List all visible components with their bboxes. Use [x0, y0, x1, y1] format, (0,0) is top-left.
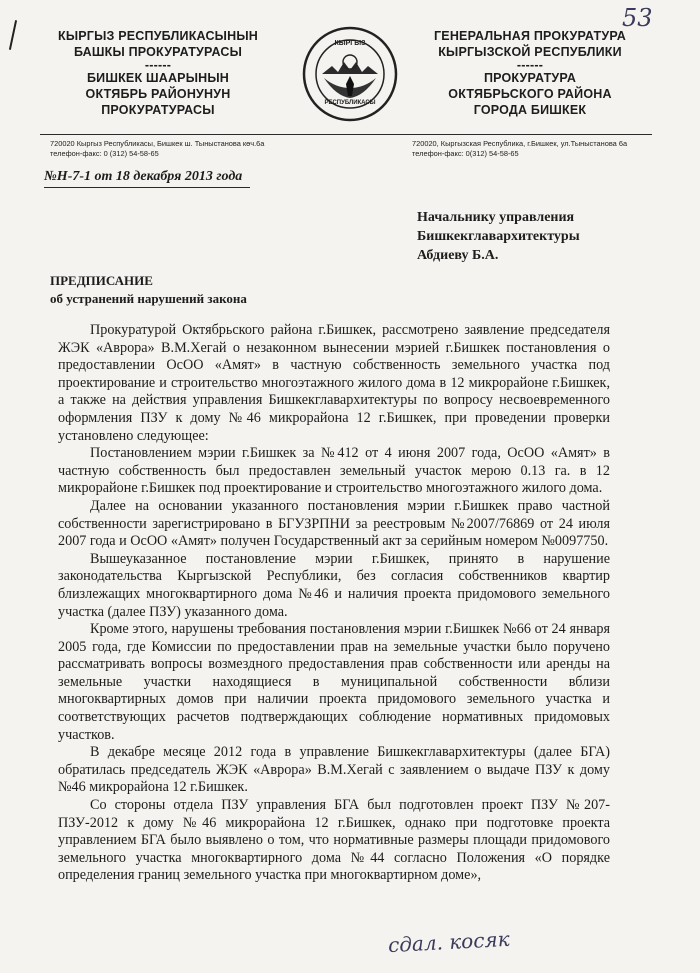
document-title-block	[50, 272, 247, 308]
header-divider	[40, 134, 652, 135]
contacts-left	[50, 139, 310, 159]
addressee-block	[417, 208, 667, 265]
contacts-left-address: 720020 Кыргыз Республикасы, Бишкек ш. Тыныстанова көч.6а	[50, 139, 265, 148]
emblem-text-top: КЫРГЫЗ	[334, 40, 366, 47]
document-subtitle: об устранений нарушений закона	[50, 291, 247, 306]
paragraph-1: Прокуратурой Октябрьского района г.Бишкек, рассмотрено заявление председателя ЖЭК «Аврора» В.М.Хегай о незаконном вынесении мэрией г.Бишкек постановления о предоставлении ОсОО «Амят» в частную собственность земельного участка под проектирование и строительство многоэтажного жилого дома в 12 микрорайоне г.Бишкек, а также на действия управления Бишкекглавархитектуры по вопросу несвоевременного оформления ПЗУ к дому №46 микрорайона 12 г.Бишкек, при проведении проверки установлено следующее:	[58, 322, 610, 444]
contacts-left-phone: телефон-факс: 0 (312) 54-58-65	[50, 149, 159, 158]
header-right-line-5: ГОРОДА БИШКЕК	[473, 103, 587, 117]
contacts-right-address: 720020, Кыргызская Республика, г.Бишкек, ул.Тыныстанова 6а	[412, 139, 628, 148]
handwritten-page-number: 53	[622, 4, 653, 32]
header-left-separator: ------	[144, 58, 172, 72]
header-left-line-2: БАШКЫ ПРОКУРАТУРАСЫ	[73, 45, 243, 59]
addressee-line-3: Абдиеву Б.А.	[417, 248, 499, 263]
contacts-right-phone: телефон-факс: 0(312) 54-58-65	[412, 149, 519, 158]
header-left-line-1: КЫРГЫЗ РЕСПУБЛИКАСЫНЫН	[57, 29, 259, 43]
header-right-line-3: ПРОКУРАТУРА	[483, 71, 577, 85]
header-right	[410, 28, 650, 118]
reference-underline	[44, 187, 250, 188]
handwritten-note: сдал. косяк	[387, 926, 511, 958]
header-left-line-3: БИШКЕК ШААРЫНЫН	[86, 71, 230, 85]
paragraph-5: Кроме этого, нарушены требования постановления мэрии г.Бишкек №66 от 24 января 2005 года, где Комиссии по предоставлении прав на земельные участки было поручено рассматривать вопросы возмездного предоставления прав собственности или аренды на земельные участки находящиеся в муниципальной собственности вблизи многоквартирных домов при наличии проекта придомового земельного участка и соответствующих расчетов подтверждающих соблюдение нормативных придомовых участков.	[58, 621, 610, 743]
header-left-line-4: ОКТЯБРЬ РАЙОНУНУН	[85, 87, 231, 101]
paragraph-2: Постановлением мэрии г.Бишкек за №412 от 4 июня 2007 года, ОсОО «Амят» в частную собственность был предоставлен земельный участок мерою 0.13 га. в 12 микрорайоне г.Бишкек под проектирование и строительство многоэтажного жилого дома.	[58, 445, 610, 497]
state-emblem	[302, 26, 398, 122]
margin-mark	[9, 20, 17, 50]
document-reference: №Н-7-1 от 18 декабря 2013 года	[44, 169, 243, 184]
header-right-line-2: КЫРГЫЗСКОЙ РЕСПУБЛИКИ	[438, 45, 622, 59]
document-title: ПРЕДПИСАНИЕ	[50, 273, 153, 288]
header-right-line-1: ГЕНЕРАЛЬНАЯ ПРОКУРАТУРА	[434, 29, 626, 43]
header-left-line-5: ПРОКУРАТУРАСЫ	[101, 103, 215, 117]
header-left	[38, 28, 278, 118]
paragraph-6: В декабре месяце 2012 года в управление Бишкекглавархитектуры (далее БГА) обратилась председатель ЖЭК «Аврора» В.М.Хегай с заявлением о выдаче ПЗУ к дому №46 микрорайона 12 г.Бишкек.	[58, 744, 610, 796]
document-body	[58, 322, 610, 885]
paragraph-7: Со стороны отдела ПЗУ управления БГА был подготовлен проект ПЗУ №207-ПЗУ-2012 к дому №46 микрорайона 12 г.Бишкек, однако при подготовке проекта управлением БГА было выявлено о том, что нормативные размеры площади придомового земельного участка многоквартирного дома №44 согласно Положения «О порядке определения границ земельного участка при многоквартирном доме»,	[58, 797, 610, 884]
emblem-text-bottom: РЕСПУБЛИКАСЫ	[324, 100, 376, 106]
addressee-line-1: Начальнику управления	[417, 210, 575, 225]
header-right-separator: ------	[516, 58, 544, 72]
addressee-line-2: Бишкекглавархитектуры	[417, 229, 580, 244]
paragraph-3: Далее на основании указанного постановления мэрии г.Бишкек право частной собственности зарегистрировано в БГУЗРПНИ за реестровым №2007/76869 от 24 июля 2007 года и ОсОО «Амят» получен Государственный акт за серийным номером №0097750.	[58, 497, 610, 550]
paragraph-4: Вышеуказанное постановление мэрии г.Бишкек, принято в нарушение законодательства Кыргызской Республики, без согласия собственников квартир близлежащих многоквартирного дома №46 и наличия проекта придомового земельного участка (далее ПЗУ) указанного дома.	[58, 550, 610, 620]
contacts-right	[412, 139, 682, 159]
header-right-line-4: ОКТЯБРЬСКОГО РАЙОНА	[448, 87, 612, 101]
